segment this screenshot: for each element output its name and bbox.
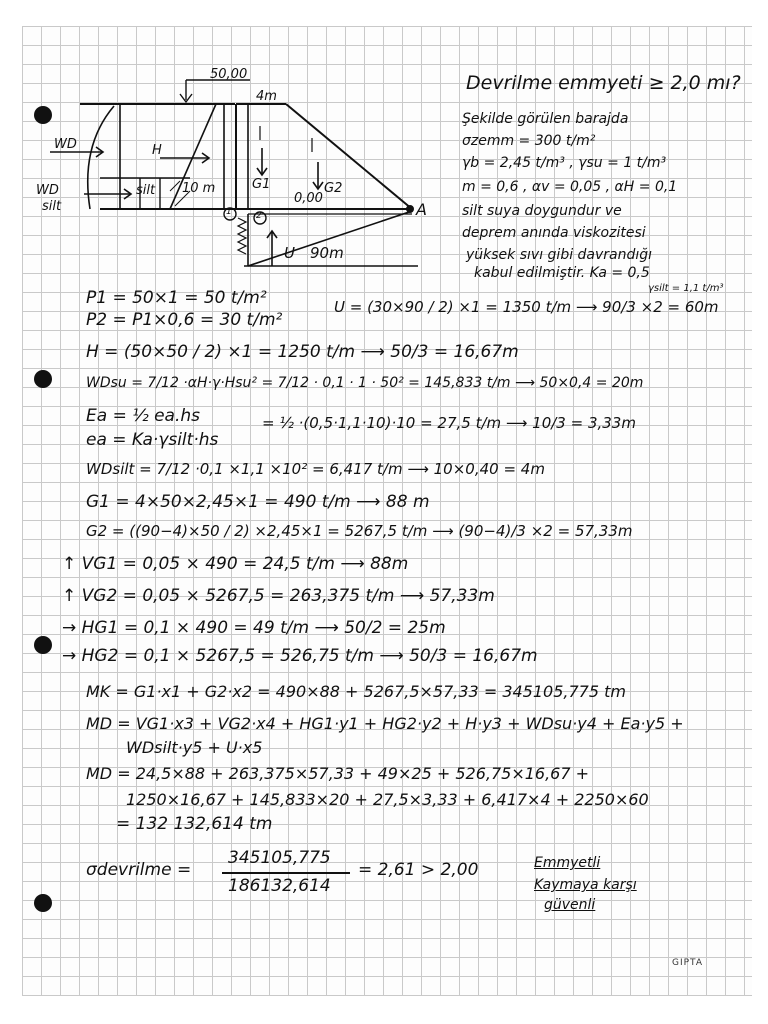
elevation-base-label: 0,00: [294, 191, 323, 206]
calc-line-ea-value: = ½ ·(0,5·1,1·10)·10 = 27,5 t/m ⟶ 10/3 = 3,33m: [262, 414, 636, 432]
given-line: γsilt = 1,1 t/m³: [648, 283, 724, 294]
calc-line-mp-cont: 1250×16,67 + 145,833×20 + 27,5×3,33 + 6,417×4 + 2250×60: [126, 790, 649, 809]
given-line: γb = 2,45 t/m³ , γsu = 1 t/m³: [462, 155, 667, 171]
dam-sketch: [40, 66, 430, 282]
safety-factor-numerator: 345105,775: [228, 848, 331, 868]
binder-hole: [34, 370, 52, 388]
calc-line-wdsilt: WDsilt = 7/12 ·0,1 ×1,1 ×10² = 6,417 t/m ⟶ 10×0,40 = 4m: [86, 460, 545, 478]
calc-line-md: MD = VG1·x3 + VG2·x4 + HG1·y1 + HG2·y2 + H·y3 + WDsu·y4 + Ea·y5 +: [86, 714, 684, 733]
calc-line-hg1: → HG1 = 0,1 × 490 = 49 t/m ⟶ 50/2 = 25m: [62, 618, 446, 638]
calc-line-mk: MK = G1·x1 + G2·x2 = 490×88 + 5267,5×57,33 = 345105,775 tm: [86, 682, 626, 701]
safety-factor-label: σdevrilme =: [86, 860, 192, 880]
dam-diagram: [36, 66, 430, 282]
calc-line-md-cont: WDsilt·y5 + U·x5: [126, 738, 263, 757]
node-2-label: 2: [256, 211, 262, 221]
calc-line-mp: MD = 24,5×88 + 263,375×57,33 + 49×25 + 526,75×16,67 +: [86, 764, 590, 783]
calc-line-p1: P1 = 50×1 = 50 t/m²: [86, 288, 267, 308]
h-label: H: [152, 143, 162, 158]
elevation-top-label: 50,00: [210, 67, 248, 82]
calc-line-u: U = (30×90 / 2) ×1 = 1350 t/m ⟶ 90/3 ×2 = 60m: [334, 298, 719, 316]
conclusion-line: Emmyetli: [534, 855, 601, 871]
g1-label: G1: [252, 177, 271, 192]
fraction-bar: [222, 872, 350, 874]
given-line: yüksek sıvı gibi davrandığı: [466, 247, 653, 263]
calc-line-vg2: ↑ VG2 = 0,05 × 5267,5 = 263,375 t/m ⟶ 57,33m: [62, 586, 495, 606]
calc-line-mp-result: = 132 132,614 tm: [116, 814, 273, 834]
given-line: kabul edilmiştir. Ka = 0,5: [474, 265, 650, 281]
calc-line-ea: Ea = ½ ea.hs: [86, 406, 201, 426]
crest-width-label: 4m: [256, 89, 277, 104]
calc-line-wdsu: WDsu = 7/12 ·αH·γ·Hsu² = 7/12 · 0,1 · 1 · 50² = 145,833 t/m ⟶ 50×0,4 = 20m: [86, 375, 644, 391]
calc-line-g1: G1 = 4×50×2,45×1 = 490 t/m ⟶ 88 m: [86, 492, 430, 512]
calc-line-ea-def: ea = Ka·γsilt·hs: [86, 430, 219, 450]
binder-hole: [34, 894, 52, 912]
wd-silt-label: WD: [36, 183, 59, 198]
safety-factor-result: = 2,61 > 2,00: [358, 860, 479, 880]
wd-silt-sub-label: silt: [42, 199, 62, 214]
given-line: m = 0,6 , αv = 0,05 , αH = 0,1: [462, 179, 678, 195]
given-line: σzemm = 300 t/m²: [462, 133, 596, 149]
conclusion-line: Kaymaya karşı: [534, 877, 637, 893]
brand-stamp: GIPTA: [672, 958, 704, 968]
point-a-label: A: [416, 200, 427, 219]
given-line: deprem anında viskozitesi: [462, 225, 646, 241]
calc-line-hg2: → HG2 = 0,1 × 5267,5 = 526,75 t/m ⟶ 50/3 = 16,67m: [62, 646, 538, 666]
calc-line-h: H = (50×50 / 2) ×1 = 1250 t/m ⟶ 50/3 = 16,67m: [86, 342, 519, 362]
height-10m-label: 10 m: [182, 181, 216, 196]
calc-line-g2: G2 = ((90−4)×50 / 2) ×2,45×1 = 5267,5 t/m ⟶ (90−4)/3 ×2 = 57,33m: [86, 522, 633, 540]
base-width-label: 90m: [310, 244, 344, 262]
calc-line-vg1: ↑ VG1 = 0,05 × 490 = 24,5 t/m ⟶ 88m: [62, 554, 409, 574]
safety-factor-denominator: 186132,614: [228, 876, 331, 896]
node-1-label: 1: [226, 207, 232, 217]
g2-label: G2: [324, 181, 343, 196]
given-line: Şekilde görülen barajda: [462, 111, 629, 127]
question-title: Devrilme emmyeti ≥ 2,0 mı?: [466, 72, 741, 94]
uplift-label: U: [284, 244, 295, 262]
binder-hole: [34, 636, 52, 654]
wd-label: WD: [54, 137, 77, 152]
conclusion-line: güvenli: [544, 897, 596, 913]
calc-line-p2: P2 = P1×0,6 = 30 t/m²: [86, 310, 283, 330]
given-line: silt suya doygundur ve: [462, 203, 622, 219]
silt-label: silt: [136, 183, 156, 198]
